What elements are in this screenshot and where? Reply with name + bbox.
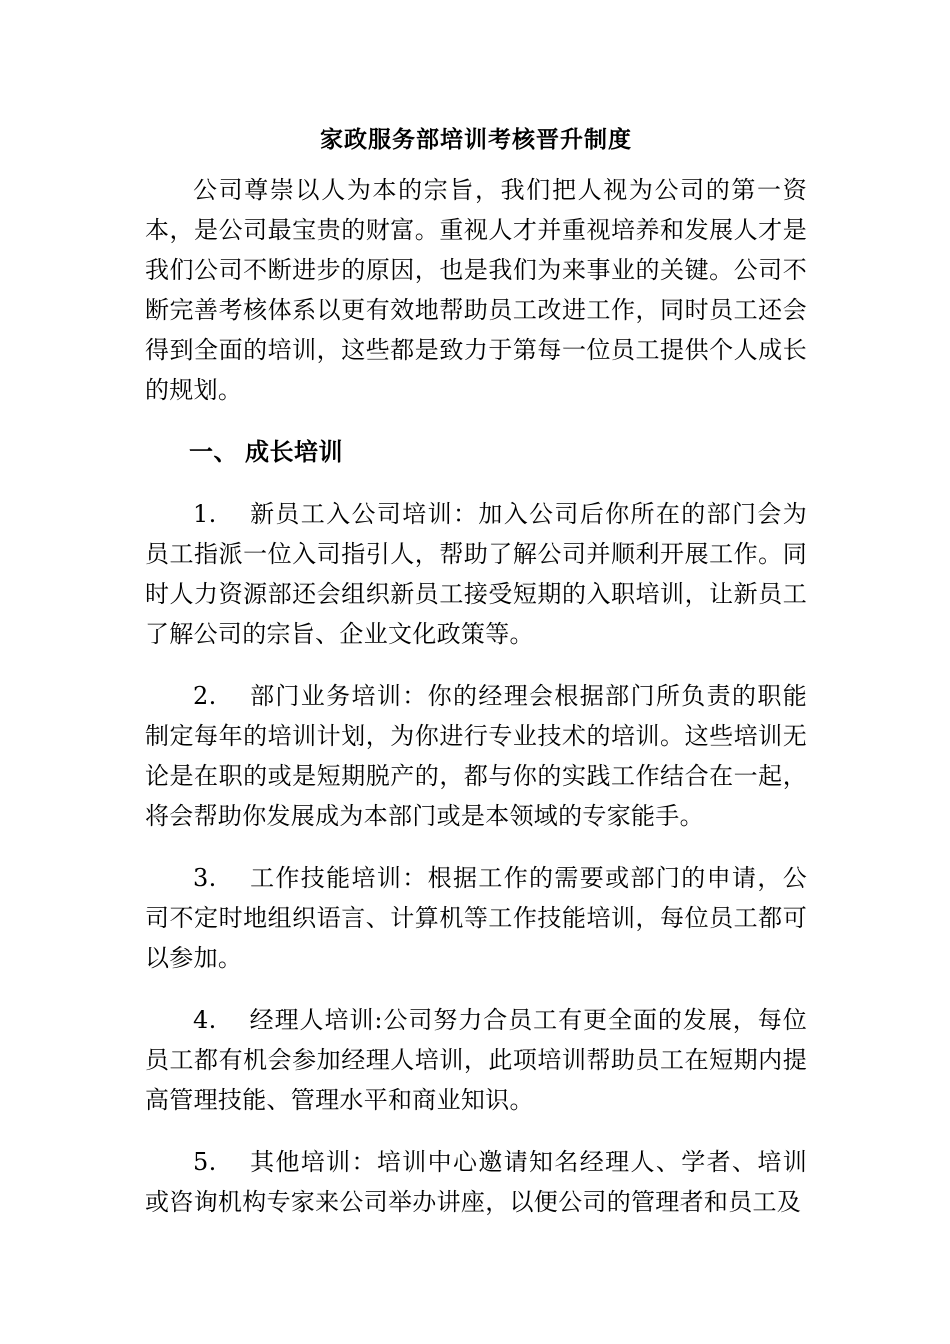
list-item-number: 5.: [193, 1148, 217, 1176]
list-item-text: 其他培训：培训中心邀请知名经理人、学者、培训或咨询机构专家来公司举办讲座，以便公司的管理者和员工及: [145, 1148, 807, 1216]
section-number: 一、: [189, 437, 238, 466]
intro-paragraph: 公司尊崇以人为本的宗旨，我们把人视为公司的第一资本，是公司最宝贵的财富。重视人才并重视培养和发展人才是我们公司不断进步的原因，也是我们为来事业的关键。公司不断完善考核体系以更有效地帮助员工改进工作，同时员工还会得到全面的培训，这些都是致力于第每一位员工提供个人成长的规划。: [145, 176, 807, 404]
list-item-number: 4.: [193, 1006, 217, 1034]
list-item-text: 工作技能培训：根据工作的需要或部门的申请，公司不定时地组织语言、计算机等工作技能培训，每位员工都可以参加。: [145, 864, 807, 972]
document-title: 家政服务部培训考核晋升制度: [320, 126, 632, 153]
section-title: 成长培训: [245, 437, 343, 466]
section-heading-growth-training: [145, 432, 807, 472]
document-page: [145, 122, 807, 1244]
list-item: [145, 676, 807, 836]
list-item: [145, 494, 807, 654]
list-item-text: 经理人培训:公司努力合员工有更全面的发展，每位员工都有机会参加经理人培训，此项培训帮助员工在短期内提高管理技能、管理水平和商业知识。: [145, 1006, 807, 1114]
list-item-text: 新员工入公司培训：加入公司后你所在的部门会为员工指派一位入司指引人，帮助了解公司并顺利开展工作。同时人力资源部还会组织新员工接受短期的入职培训，让新员工了解公司的宗旨、企业文化政策等。: [145, 500, 807, 648]
list-item-number: 2.: [193, 682, 217, 710]
list-item-number: 3.: [193, 864, 217, 892]
list-item: [145, 1142, 807, 1222]
list-item: [145, 858, 807, 978]
list-item: [145, 1000, 807, 1120]
list-item-number: 1.: [193, 500, 217, 528]
list-item-text: 部门业务培训：你的经理会根据部门所负责的职能制定每年的培训计划，为你进行专业技术的培训。这些培训无论是在职的或是短期脱产的，都与你的实践工作结合在一起，将会帮助你发展成为本部门或是本领域的专家能手。: [145, 682, 807, 830]
